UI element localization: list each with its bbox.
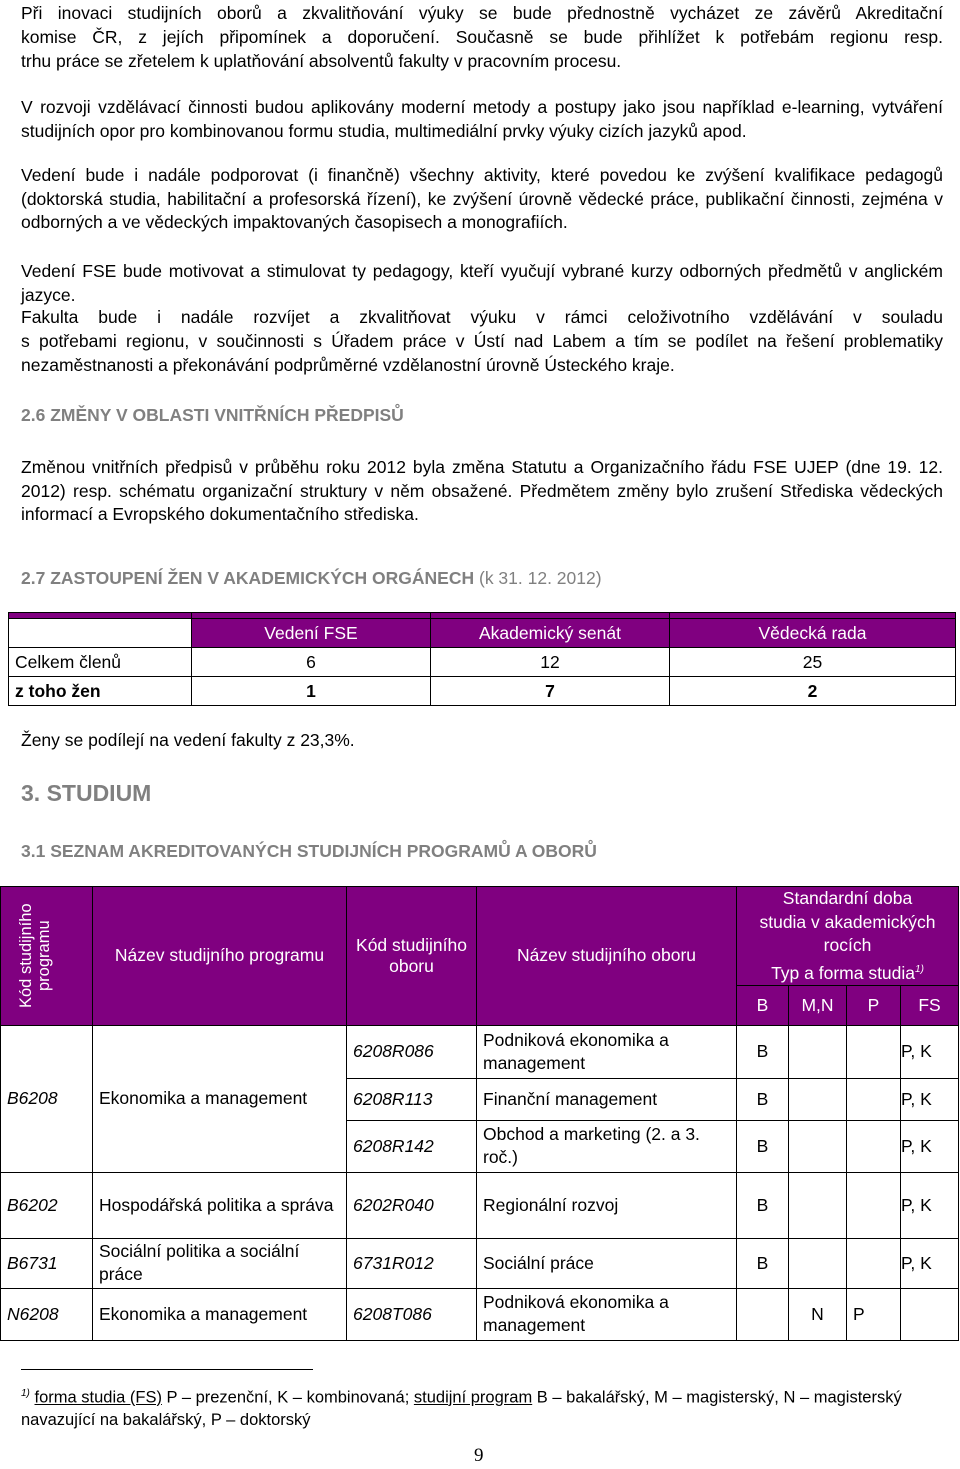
field-name: Regionální rozvoj: [477, 1172, 737, 1238]
women-table-row-label: z toho žen: [9, 677, 192, 706]
field-type-mn: [789, 1238, 847, 1288]
header-std-line4: Typ a forma studia: [771, 962, 916, 983]
table-row: [1, 1172, 959, 1238]
field-name: Podniková ekonomika a management: [477, 1025, 737, 1078]
program-code: B6208: [1, 1025, 93, 1172]
program-name: Hospodářská politika a správa: [93, 1172, 347, 1238]
program-name: Sociální politika a sociální práce: [93, 1238, 347, 1288]
field-form: [901, 1288, 959, 1340]
paragraph-qualification-support: Vedení bude i nadále podporovat (i finančně) všechny aktivity, které povedou ke zvýšení kvalifikace pedagogů (doktorská studia, habilitační a profesorská řízení), ke zvýšení úrovně vědecké práce, publikační činnosti, zejména v odborných a ve vědeckých impaktovaných časopisech a monografiích.: [21, 165, 943, 232]
footnote-text-forms: P – prezenční, K – kombinovaná;: [161, 1388, 414, 1407]
page-number: 9: [474, 1445, 484, 1466]
footnote-term-form: forma studia (FS): [34, 1388, 162, 1407]
heading-3-1: [21, 841, 597, 862]
header-std-footnote-mark: 1): [915, 963, 924, 975]
header-field-name: Název studijního oboru: [477, 887, 737, 1026]
header-field-code: Kód studijního oboru: [347, 887, 477, 1026]
header-col-b: B: [737, 985, 789, 1025]
footnote: [21, 1383, 951, 1431]
field-type-p: [847, 1120, 901, 1172]
header-col-fs: FS: [901, 985, 959, 1025]
field-type-b: B: [737, 1078, 789, 1120]
field-type-p: P: [847, 1288, 901, 1340]
field-form: P, K: [901, 1078, 959, 1120]
paragraph-intro-line1: Při inovaci studijních oborů a zkvalitňování výuky se bude přednostně vycházet ze závěrů Akreditační: [21, 3, 943, 23]
heading-2-6-text: 6 ZMĚNY V OBLASTI VNITŘNÍCH PŘEDPISŮ: [35, 405, 404, 425]
field-form: P, K: [901, 1238, 959, 1288]
field-type-b: B: [737, 1025, 789, 1078]
field-type-mn: [789, 1025, 847, 1078]
field-type-mn: N: [789, 1288, 847, 1340]
header-program-name: Název studijního programu: [93, 887, 347, 1026]
women-table-row: [9, 648, 956, 677]
paragraph-lifelong-rest: s potřebami regionu, v součinnosti s Úřadem práce v Ústí nad Labem a tím se podílet na řešení problematiky nezaměstnanosti a překonávání podprůměrné vzdělanostní úrovně Ústeckého kraje.: [21, 331, 943, 375]
header-col-p: P: [847, 985, 901, 1025]
field-code: 6202R040: [347, 1172, 477, 1238]
field-name: Obchod a marketing (2. a 3. roč.): [477, 1120, 737, 1172]
program-code: B6202: [1, 1172, 93, 1238]
heading-2-7-text: 7 ZASTOUPENÍ ŽEN V AKADEMICKÝCH ORGÁNECH: [35, 568, 475, 588]
field-name: Podniková ekonomika a management: [477, 1288, 737, 1340]
women-table-cell: 7: [431, 677, 670, 706]
header-std-line2: studia v akademických: [759, 911, 936, 932]
paragraph-internal-rules: Změnou vnitřních předpisů v průběhu roku 2012 byla změna Statutu a Organizačního řádu FSE UJEP (dne 19. 12. 2012) resp. schématu organizační struktury v něm obsažené. Předmětem změny bylo zrušení Střediska vědeckých informací a Evropského dokumentačního střediska.: [21, 457, 943, 524]
paragraph-teaching-methods: V rozvoji vzdělávací činnosti budou aplikovány moderní metody a postupy jako jsou například e-learning, vytváření studijních opor pro kombinovanou formu studia, multimediální prvky výuky cizích jazyků apod.: [21, 97, 943, 141]
field-type-b: B: [737, 1238, 789, 1288]
footnote-text-programs: B – bakalářský, M – magisterský, N – magisterský navazující na bakalářský, P – doktorský: [21, 1388, 902, 1429]
header-standard-duration: [737, 887, 959, 986]
paragraph-lifelong-line1: Fakulta bude i nadále rozvíjet a zkvalitňovat výuku v rámci celoživotního vzdělávání v souladu: [21, 307, 943, 327]
field-name: Sociální práce: [477, 1238, 737, 1288]
women-table-row: [9, 677, 956, 706]
field-type-mn: [789, 1172, 847, 1238]
women-table-cell: 25: [670, 648, 956, 677]
field-code: 6208R142: [347, 1120, 477, 1172]
field-code: 6208T086: [347, 1288, 477, 1340]
women-representation-table: [8, 612, 956, 706]
field-type-p: [847, 1238, 901, 1288]
field-type-p: [847, 1078, 901, 1120]
heading-2-7-date: (k 31. 12. 2012): [474, 568, 602, 588]
paragraph-intro-line3: trhu práce se zřetelem k uplatňování absolventů fakulty v pracovním procesu.: [21, 51, 622, 71]
header-std-line1: Standardní doba: [782, 888, 913, 908]
field-type-mn: [789, 1078, 847, 1120]
table-row: [1, 1025, 959, 1078]
field-name: Finanční management: [477, 1078, 737, 1120]
table-row: [1, 1238, 959, 1288]
field-type-b: B: [737, 1120, 789, 1172]
women-table-cell: 12: [431, 648, 670, 677]
paragraph-english-courses: Vedení FSE bude motivovat a stimulovat ty pedagogy, kteří vyučují vybrané kurzy odborných předmětů v anglickém jazyce.: [21, 261, 943, 305]
header-std-line3: rocích: [823, 935, 872, 955]
heading-2-7: [21, 568, 602, 589]
heading-3-1-text: 1 SEZNAM AKREDITOVANÝCH STUDIJNÍCH PROGRAMŮ A OBORŮ: [35, 841, 597, 861]
field-type-mn: [789, 1120, 847, 1172]
women-table-header-cell: Vedení FSE: [192, 619, 431, 648]
header-program-code: [1, 887, 93, 1026]
women-table-header-cell: Akademický senát: [431, 619, 670, 648]
header-col-mn: M,N: [789, 985, 847, 1025]
heading-2-6: [21, 405, 404, 426]
field-code: 6731R012: [347, 1238, 477, 1288]
program-code: B6731: [1, 1238, 93, 1288]
heading-2-7-number: 2.: [21, 568, 36, 588]
accredited-programs-table: [0, 886, 959, 1341]
program-name: Ekonomika a management: [93, 1288, 347, 1340]
paragraph-intro-line2: komise ČR, z jejích připomínek a doporučení. Současně se bude přihlížet k potřebám regionu resp.: [21, 27, 943, 47]
women-table-row-label: Celkem členů: [9, 648, 192, 677]
women-table-cell: 6: [192, 648, 431, 677]
footnote-term-program: studijní program: [413, 1388, 533, 1407]
heading-3-studium: 3. STUDIUM: [21, 780, 152, 806]
field-type-b: B: [737, 1172, 789, 1238]
field-code: 6208R086: [347, 1025, 477, 1078]
footnote-mark: 1): [21, 1388, 30, 1399]
field-type-p: [847, 1172, 901, 1238]
header-program-code-text: Kód studijního programu: [16, 903, 53, 1009]
footnote-separator: [21, 1369, 313, 1370]
heading-2-6-number: 2.: [21, 405, 36, 425]
women-table-header-cell: Vědecká rada: [670, 619, 956, 648]
program-code: N6208: [1, 1288, 93, 1340]
heading-3-1-number: 3.: [21, 841, 36, 861]
women-table-header: [9, 619, 956, 648]
field-type-p: [847, 1025, 901, 1078]
field-code: 6208R113: [347, 1078, 477, 1120]
women-table-cell: 1: [192, 677, 431, 706]
women-table-cell: 2: [670, 677, 956, 706]
program-name: Ekonomika a management: [93, 1025, 347, 1172]
table-row: [1, 1288, 959, 1340]
women-table-corner: [9, 619, 192, 648]
paragraph-women-share: Ženy se podílejí na vedení fakulty z 23,3%.: [21, 730, 355, 750]
field-type-b: [737, 1288, 789, 1340]
field-form: P, K: [901, 1025, 959, 1078]
field-form: P, K: [901, 1172, 959, 1238]
field-form: P, K: [901, 1120, 959, 1172]
